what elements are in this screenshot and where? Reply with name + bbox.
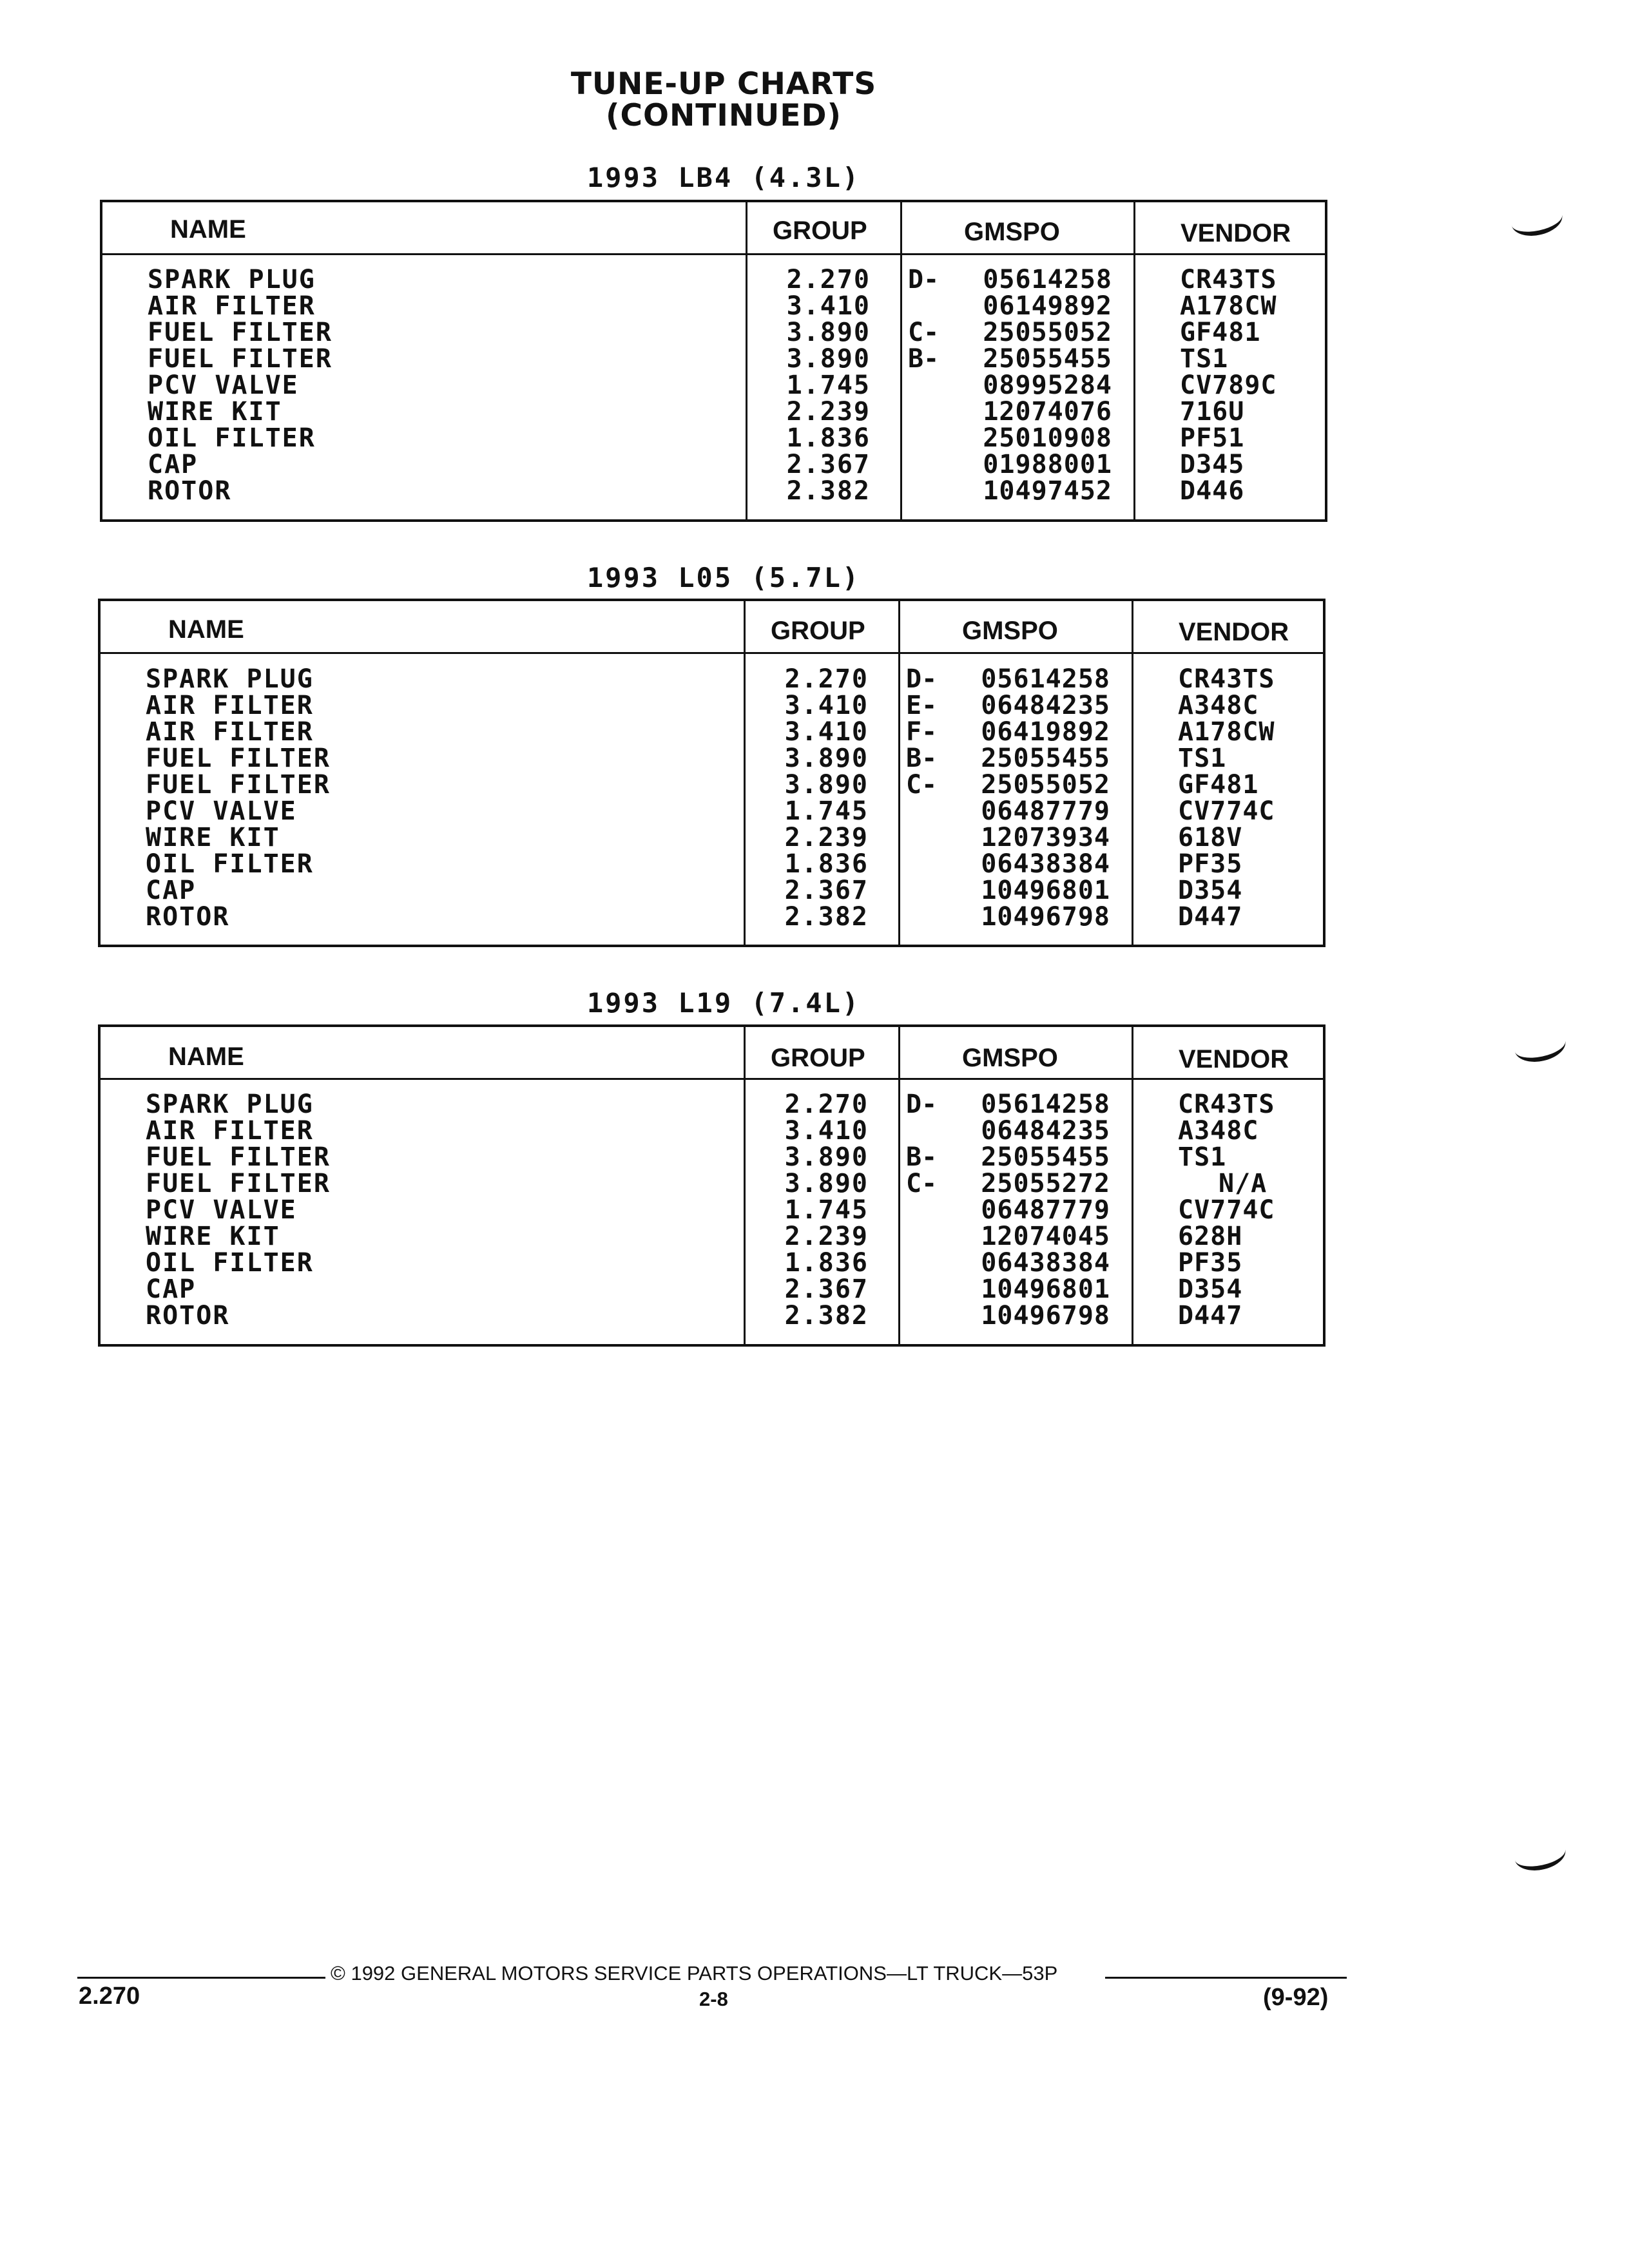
table-row — [102, 425, 1325, 452]
vendor-number: A178CW — [1180, 291, 1277, 321]
gmspo-number: 25055052 — [983, 318, 1112, 347]
part-name: OIL FILTER — [146, 849, 314, 879]
group-number: 2.270 — [784, 1090, 869, 1119]
column-header-name: NAME — [168, 1043, 244, 1071]
binding-mark — [1512, 1834, 1568, 1875]
table-row — [102, 372, 1325, 399]
part-name: AIR FILTER — [146, 691, 314, 720]
page-title-line1: TUNE-UP CHARTS — [570, 66, 877, 102]
part-name: ROTOR — [148, 476, 232, 506]
gmspo-number: 06484235 — [981, 1116, 1110, 1146]
gmspo-number: 06419892 — [981, 717, 1110, 747]
group-number: 3.890 — [784, 770, 869, 800]
table-row — [101, 719, 1323, 745]
vendor-number: N/A — [1219, 1169, 1268, 1198]
gmspo-prefix: C- — [906, 1169, 938, 1198]
vendor-number: TS1 — [1180, 344, 1229, 374]
column-header-vendor: VENDOR — [1179, 618, 1289, 646]
parts-table-l19 — [98, 1024, 1325, 1347]
part-name: WIRE KIT — [148, 397, 282, 427]
table-row — [102, 399, 1325, 425]
gmspo-number: 06438384 — [981, 849, 1110, 879]
gmspo-number: 25055455 — [983, 344, 1112, 374]
vendor-number: D447 — [1178, 1301, 1243, 1331]
table-row — [101, 1303, 1323, 1329]
section-title-lb4: 1993 LB4 (4.3L) — [586, 162, 861, 193]
parts-table-l05 — [98, 599, 1325, 947]
table-row — [101, 798, 1323, 825]
gmspo-number: 25010908 — [983, 423, 1112, 453]
group-number: 1.745 — [784, 1195, 869, 1225]
part-name: ROTOR — [146, 902, 230, 932]
parts-table-lb4 — [100, 200, 1327, 522]
gmspo-number: 10497452 — [983, 476, 1112, 506]
table-row — [102, 293, 1325, 320]
gmspo-number: 06487779 — [981, 796, 1110, 826]
table-row — [102, 452, 1325, 478]
gmspo-number: 10496801 — [981, 1274, 1110, 1304]
gmspo-number: 08995284 — [983, 370, 1112, 400]
group-number: 2.367 — [784, 1274, 869, 1304]
vendor-number: D446 — [1180, 476, 1245, 506]
column-header-name: NAME — [170, 215, 246, 244]
group-number: 1.836 — [786, 423, 871, 453]
vendor-number: CR43TS — [1180, 265, 1277, 294]
gmspo-number: 25055272 — [981, 1169, 1110, 1198]
vendor-number: PF35 — [1178, 849, 1243, 879]
part-name: FUEL FILTER — [146, 770, 331, 800]
gmspo-number: 12074045 — [981, 1222, 1110, 1251]
vendor-number: CV789C — [1180, 370, 1277, 400]
gmspo-prefix: D- — [906, 664, 938, 694]
group-number: 2.270 — [786, 265, 871, 294]
vendor-number: A348C — [1178, 691, 1259, 720]
vendor-number: A348C — [1178, 1116, 1259, 1146]
table-row — [101, 1224, 1323, 1250]
part-name: AIR FILTER — [146, 1116, 314, 1146]
gmspo-prefix: C- — [908, 318, 940, 347]
group-number: 3.890 — [786, 318, 871, 347]
footer-revision: (9-92) — [1263, 1984, 1329, 2011]
table-row — [101, 1250, 1323, 1276]
part-name: OIL FILTER — [146, 1248, 314, 1278]
vendor-number: TS1 — [1178, 744, 1227, 773]
gmspo-prefix: D- — [906, 1090, 938, 1119]
column-header-group: GROUP — [773, 216, 867, 245]
part-name: SPARK PLUG — [148, 265, 316, 294]
gmspo-number: 05614258 — [983, 265, 1112, 294]
gmspo-number: 25055052 — [981, 770, 1110, 800]
part-name: OIL FILTER — [148, 423, 316, 453]
table-row — [101, 1197, 1323, 1224]
vendor-number: D345 — [1180, 450, 1245, 479]
page-title — [0, 68, 1447, 131]
gmspo-number: 10496798 — [981, 1301, 1110, 1331]
gmspo-prefix: E- — [906, 691, 938, 720]
gmspo-prefix: B- — [906, 1142, 938, 1172]
group-number: 1.745 — [784, 796, 869, 826]
gmspo-prefix: C- — [906, 770, 938, 800]
column-header-vendor: VENDOR — [1181, 219, 1291, 247]
table-row — [101, 1171, 1323, 1197]
table-row — [101, 745, 1323, 772]
part-name: CAP — [146, 876, 197, 905]
part-name: WIRE KIT — [146, 1222, 280, 1251]
binding-mark — [1509, 200, 1565, 240]
table-row — [102, 320, 1325, 346]
group-number: 3.890 — [784, 744, 869, 773]
binding-mark — [1512, 1026, 1568, 1066]
part-name: PCV VALVE — [146, 1195, 297, 1225]
group-number: 2.382 — [784, 1301, 869, 1331]
vendor-number: 716U — [1180, 397, 1245, 427]
part-name: CAP — [146, 1274, 197, 1304]
part-name: PCV VALVE — [146, 796, 297, 826]
gmspo-number: 06149892 — [983, 291, 1112, 321]
part-name: FUEL FILTER — [148, 344, 333, 374]
part-name: AIR FILTER — [148, 291, 316, 321]
group-number: 2.382 — [786, 476, 871, 506]
footer-rule-left — [77, 1977, 325, 1979]
section-title-l05: 1993 L05 (5.7L) — [586, 562, 861, 593]
vendor-number: PF51 — [1180, 423, 1245, 453]
column-header-group: GROUP — [771, 1044, 865, 1072]
column-header-name: NAME — [168, 615, 244, 644]
part-name: FUEL FILTER — [146, 744, 331, 773]
group-number: 3.890 — [786, 344, 871, 374]
part-name: FUEL FILTER — [146, 1169, 331, 1198]
gmspo-prefix: D- — [908, 265, 940, 294]
gmspo-number: 06487779 — [981, 1195, 1110, 1225]
vendor-number: TS1 — [1178, 1142, 1227, 1172]
gmspo-number: 05614258 — [981, 1090, 1110, 1119]
vendor-number: D354 — [1178, 1274, 1243, 1304]
page-title-line2: (CONTINUED) — [606, 98, 842, 133]
table-row — [101, 693, 1323, 719]
group-number: 1.836 — [784, 1248, 869, 1278]
group-number: 2.367 — [786, 450, 871, 479]
group-number: 1.745 — [786, 370, 871, 400]
table-row — [101, 666, 1323, 693]
part-name: PCV VALVE — [148, 370, 299, 400]
table-row — [101, 772, 1323, 798]
gmspo-prefix: B- — [908, 344, 940, 374]
table-row — [101, 904, 1323, 930]
table-row — [102, 346, 1325, 372]
part-name: SPARK PLUG — [146, 664, 314, 694]
gmspo-number: 10496801 — [981, 876, 1110, 905]
gmspo-prefix: B- — [906, 744, 938, 773]
gmspo-number: 25055455 — [981, 1142, 1110, 1172]
column-header-gmspo: GMSPO — [964, 218, 1060, 246]
column-header-gmspo: GMSPO — [962, 1044, 1058, 1072]
group-number: 3.890 — [784, 1142, 869, 1172]
table-row — [101, 1091, 1323, 1118]
column-header-vendor: VENDOR — [1179, 1045, 1289, 1073]
column-header-gmspo: GMSPO — [962, 617, 1058, 645]
part-name: WIRE KIT — [146, 823, 280, 852]
vendor-number: CV774C — [1178, 796, 1275, 826]
gmspo-number: 12074076 — [983, 397, 1112, 427]
gmspo-prefix: F- — [906, 717, 938, 747]
gmspo-number: 06484235 — [981, 691, 1110, 720]
table-row — [101, 1276, 1323, 1303]
group-number: 2.270 — [784, 664, 869, 694]
table-row — [101, 851, 1323, 878]
footer-section-code: 2.270 — [79, 1983, 140, 2010]
vendor-number: CV774C — [1178, 1195, 1275, 1225]
group-number: 3.410 — [784, 717, 869, 747]
part-name: AIR FILTER — [146, 717, 314, 747]
vendor-number: CR43TS — [1178, 1090, 1275, 1119]
vendor-number: D447 — [1178, 902, 1243, 932]
part-name: FUEL FILTER — [148, 318, 333, 347]
table-row — [102, 478, 1325, 505]
gmspo-number: 10496798 — [981, 902, 1110, 932]
group-number: 2.239 — [784, 1222, 869, 1251]
table-row — [102, 267, 1325, 293]
group-number: 2.239 — [786, 397, 871, 427]
vendor-number: GF481 — [1178, 770, 1259, 800]
vendor-number: A178CW — [1178, 717, 1275, 747]
vendor-number: 628H — [1178, 1222, 1243, 1251]
group-number: 3.410 — [784, 1116, 869, 1146]
section-title-l19: 1993 L19 (7.4L) — [586, 987, 861, 1019]
table-row — [101, 1118, 1323, 1144]
group-number: 3.410 — [786, 291, 871, 321]
column-header-group: GROUP — [771, 617, 865, 645]
footer-copyright: © 1992 GENERAL MOTORS SERVICE PARTS OPERATIONS—LT TRUCK—53P — [331, 1962, 1058, 1984]
gmspo-number: 01988001 — [983, 450, 1112, 479]
footer-rule-right — [1105, 1977, 1347, 1979]
group-number: 2.367 — [784, 876, 869, 905]
table-row — [101, 1144, 1323, 1171]
gmspo-number: 25055455 — [981, 744, 1110, 773]
part-name: CAP — [148, 450, 198, 479]
part-name: FUEL FILTER — [146, 1142, 331, 1172]
table-row — [101, 878, 1323, 904]
group-number: 1.836 — [784, 849, 869, 879]
gmspo-number: 05614258 — [981, 664, 1110, 694]
group-number: 2.239 — [784, 823, 869, 852]
group-number: 3.410 — [784, 691, 869, 720]
part-name: ROTOR — [146, 1301, 230, 1331]
vendor-number: 618V — [1178, 823, 1243, 852]
footer-page-number: 2-8 — [699, 1988, 728, 2010]
gmspo-number: 12073934 — [981, 823, 1110, 852]
vendor-number: GF481 — [1180, 318, 1261, 347]
vendor-number: D354 — [1178, 876, 1243, 905]
gmspo-number: 06438384 — [981, 1248, 1110, 1278]
vendor-number: PF35 — [1178, 1248, 1243, 1278]
part-name: SPARK PLUG — [146, 1090, 314, 1119]
group-number: 3.890 — [784, 1169, 869, 1198]
vendor-number: CR43TS — [1178, 664, 1275, 694]
group-number: 2.382 — [784, 902, 869, 932]
table-row — [101, 825, 1323, 851]
